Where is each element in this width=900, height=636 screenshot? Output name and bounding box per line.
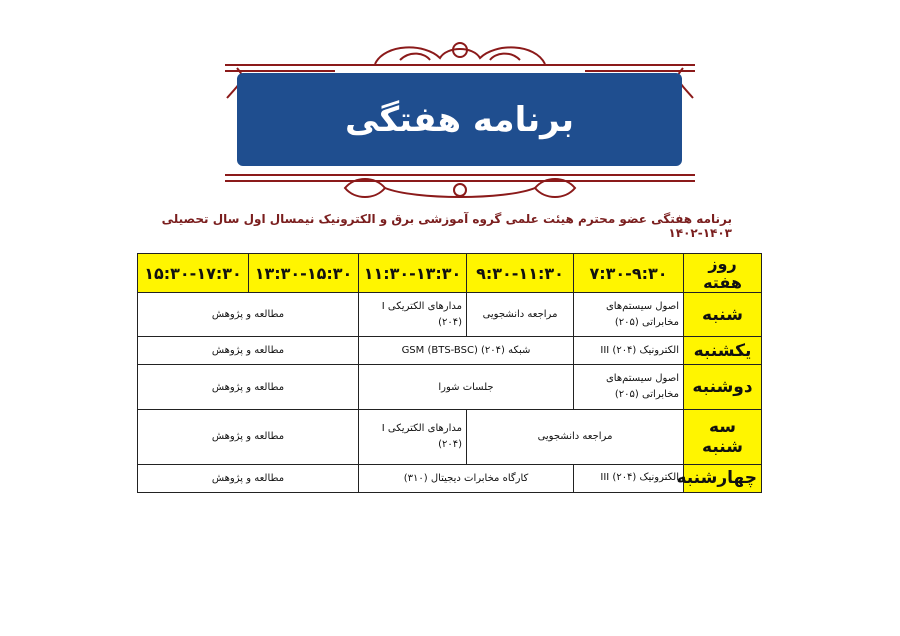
table-row: [138, 464, 762, 492]
day-label: شنبه: [684, 293, 762, 337]
header-slot-3: ۱۱:۳۰-۱۳:۳۰: [359, 254, 467, 293]
table-row: [138, 409, 762, 464]
schedule-cell: مراجعه دانشجویی: [467, 409, 684, 464]
schedule-cell: الکترونیک III (۲۰۴): [574, 337, 684, 365]
schedule-cell: شبکه GSM (BTS-BSC) (۲۰۴): [359, 337, 574, 365]
day-label: چهارشنبه: [684, 464, 762, 492]
schedule-cell: مطالعه و پژوهش: [138, 293, 359, 337]
schedule-cell: مطالعه و پژوهش: [138, 409, 359, 464]
day-label: دوشنبه: [684, 365, 762, 409]
header-slot-1: ۷:۳۰-۹:۳۰: [574, 254, 684, 293]
page-subtitle: برنامه هفتگی عضو محترم هیئت علمی گروه آموزشی برق و الکترونیک نیمسال اول سال تحصیلی ۱۴۰۳-۱۴۰۲: [161, 212, 732, 240]
schedule-cell: مطالعه و پژوهش: [138, 464, 359, 492]
table-row: [138, 337, 762, 365]
table-header-row: [138, 254, 762, 293]
header-slot-5: ۱۵:۳۰-۱۷:۳۰: [138, 254, 249, 293]
schedule-cell: کارگاه مخابرات دیجیتال (۳۱۰): [359, 464, 574, 492]
page-title: برنامه هفتگی: [344, 99, 575, 140]
schedule-cell: اصول سیستم‌های مخابراتی (۲۰۵): [574, 365, 684, 409]
schedule-cell: الکترونیک III (۲۰۴): [574, 464, 684, 492]
title-banner: [237, 73, 682, 166]
header-slot-4: ۱۳:۳۰-۱۵:۳۰: [249, 254, 359, 293]
header-day-of-week: روز هفته: [684, 254, 762, 293]
table-row: [138, 293, 762, 337]
schedule-cell: مطالعه و پژوهش: [138, 365, 359, 409]
table-row: [138, 365, 762, 409]
schedule-cell: مدارهای الکتریکی I (۲۰۴): [359, 293, 467, 337]
schedule-cell: مدارهای الکتریکی I (۲۰۴): [359, 409, 467, 464]
header-slot-2: ۹:۳۰-۱۱:۳۰: [467, 254, 574, 293]
day-label: یکشنبه: [684, 337, 762, 365]
schedule-cell: مطالعه و پژوهش: [138, 337, 359, 365]
schedule-cell: جلسات شورا: [359, 365, 574, 409]
day-label: سه شنبه: [684, 409, 762, 464]
weekly-schedule-table: [137, 253, 762, 493]
schedule-cell: اصول سیستم‌های مخابراتی (۲۰۵): [574, 293, 684, 337]
schedule-cell: مراجعه دانشجویی: [467, 293, 574, 337]
